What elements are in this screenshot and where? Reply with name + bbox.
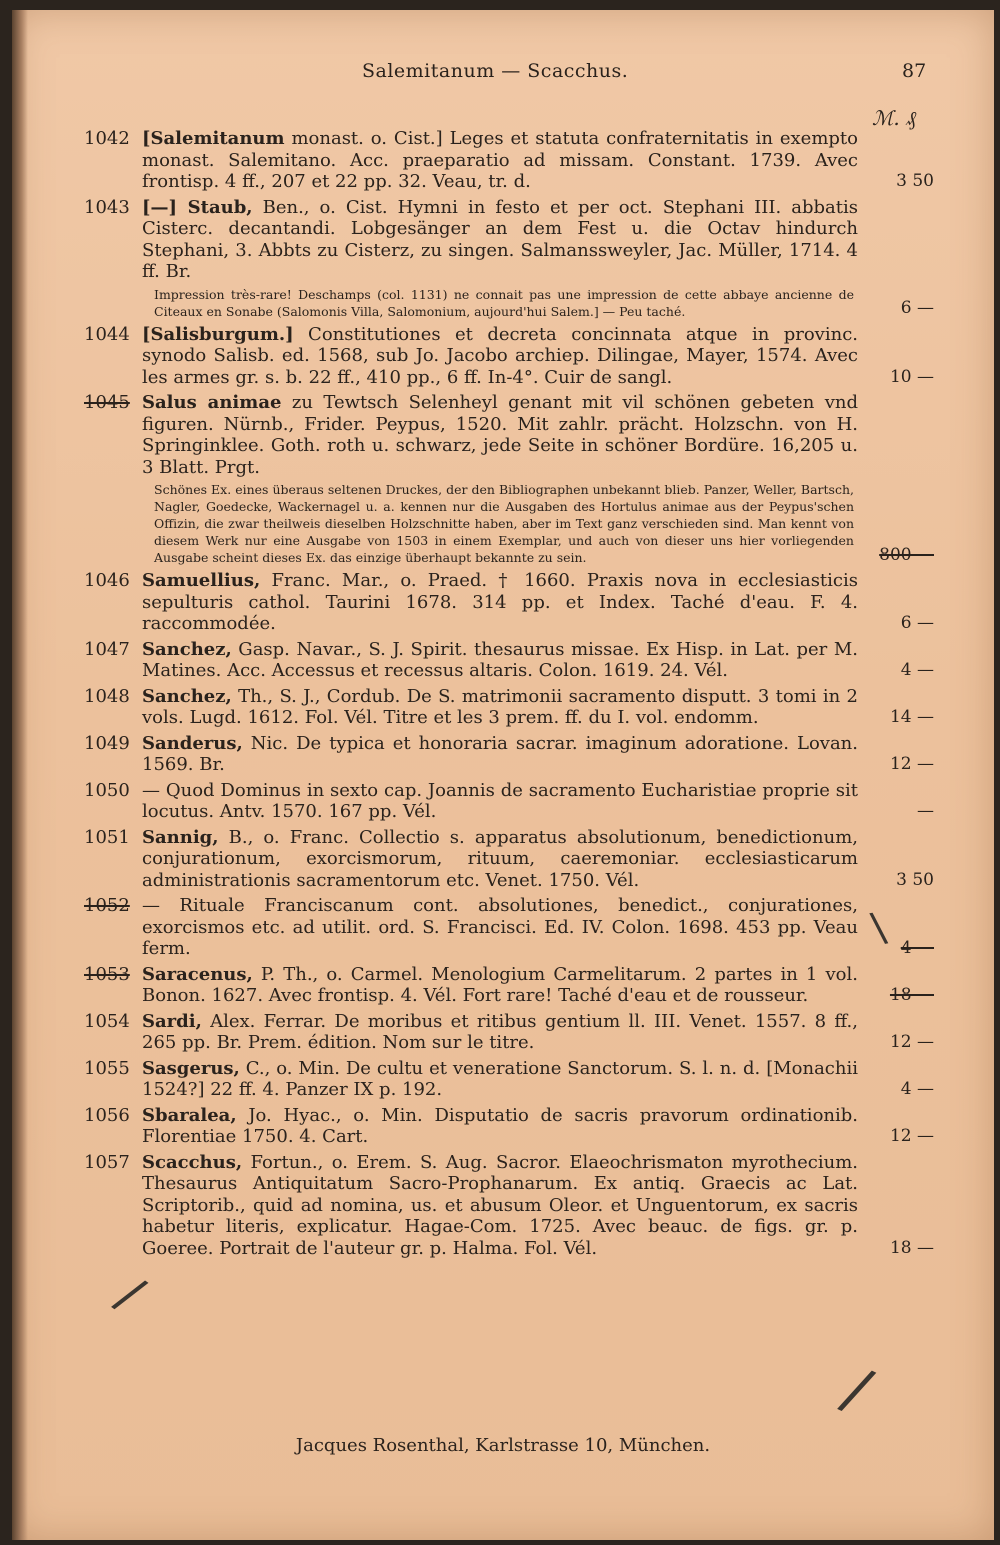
entry-author: Samuellius, <box>142 570 261 591</box>
entry-number: 1044 <box>84 323 130 345</box>
entry-price: 12 — <box>889 1126 934 1146</box>
entry-author: Sannig, <box>142 826 219 848</box>
pencil-slash-icon: / <box>106 1265 154 1323</box>
catalog-entry <box>12 895 994 960</box>
entry-author: [Salemitanum <box>142 128 285 149</box>
entry-note: Schönes Ex. eines überaus seltenen Druckes, der den Bibliographen unbekannt blieb. Panzer, Weller, Bartsch, Nagler, Goedecke, Wackernagel u. a. kennen nur die Ausgaben des Hortulus animae aus der Peypus'schen Offizin, die zwar theilweis dieselben Holzschnitte haben, aber im Text ganz verschieden sind. Man kennt von diesem Werk nur eine Ausgabe von 1503 in einem Exemplar, und auch von dieser uns hier vorliegenden Ausgabe scheint dieses Ex. das einzige überhaupt bekannte zu sein. <box>154 482 854 565</box>
entry-description: — Rituale Franciscanum cont. absolutiones, benedict., conjurationes, exorcismos etc. ad utilit. ord. S. Francisci. Ed. IV. Colon. 1698. 453 pp. Veau ferm. <box>142 895 858 959</box>
entry-author: [Salisburgum.] <box>142 323 294 345</box>
entry-number: 1050 <box>84 779 130 801</box>
entry-text <box>142 197 858 283</box>
entry-price: 10 — <box>889 366 934 387</box>
catalog-entry <box>12 686 994 729</box>
entry-number: 1045 <box>84 392 130 413</box>
pencil-slash-icon: / <box>833 1354 882 1426</box>
entry-text <box>142 686 858 729</box>
entry-description: Alex. Ferrar. De moribus et ritibus gentium ll. III. Venet. 1557. 8 ff., 265 pp. Br. Prem. édition. Nom sur le titre. <box>142 1010 858 1053</box>
entry-text <box>142 780 858 823</box>
entry-text <box>142 895 858 960</box>
entry-text <box>142 964 858 1007</box>
entry-author: [—] Staub, <box>142 196 253 218</box>
catalog-entry <box>12 324 994 389</box>
entry-price: 12 — <box>889 1032 934 1052</box>
catalog-entry <box>12 827 994 892</box>
entry-price: 3 50 <box>896 171 934 191</box>
entry-price: 3 50 <box>896 869 934 890</box>
entry-number: 1056 <box>84 1104 130 1126</box>
entry-text <box>142 827 858 892</box>
entry-price: 12 — <box>889 754 934 774</box>
entry-author: Sanchez, <box>142 638 232 660</box>
catalog-entry <box>12 1105 994 1148</box>
catalog-entry <box>12 639 994 682</box>
publisher-footer: Jacques Rosenthal, Karlstrasse 10, München. <box>295 1435 711 1456</box>
entry-number: 1043 <box>84 196 130 218</box>
catalog-entry <box>12 570 994 635</box>
entry-number: 1048 <box>84 685 130 707</box>
entry-author: Sasgerus, <box>142 1057 240 1079</box>
entry-price: — <box>917 801 934 821</box>
entry-description: — Quod Dominus in sexto cap. Joannis de sacramento Eucharistiae proprie sit locutus. Antv. 1570. 167 pp. Vél. <box>142 779 858 822</box>
entry-price: 4 — <box>900 1079 934 1099</box>
entry-description: Franc. Mar., o. Praed. † 1660. Praxis nova in ecclesiasticis sepulturis cathol. Taurini 1678. 314 pp. et Index. Taché d'eau. F. 4. raccommodée. <box>142 570 858 634</box>
entry-description: Th., S. J., Cordub. De S. matrimonii sacramento disputt. 3 tomi in 2 vols. Lugd. 1612. Fol. Vél. Titre et les 3 prem. ff. du I. vol. endomm. <box>142 685 858 728</box>
pencil-check-icon: \ <box>868 904 890 952</box>
running-head <box>12 60 994 90</box>
entry-text <box>142 324 858 389</box>
catalog-entry <box>12 1152 994 1260</box>
entry-text <box>142 1152 858 1260</box>
entry-text <box>142 1105 858 1148</box>
entry-description: P. Th., o. Carmel. Menologium Carmelitarum. 2 partes in 1 vol. Bonon. 1627. Avec frontisp. 4. Vél. Fort rare! Taché d'eau et de rousseur. <box>142 963 858 1006</box>
running-title: Salemitanum — Scacchus. <box>362 60 629 82</box>
entry-text <box>142 1058 858 1101</box>
entry-author: Saracenus, <box>142 963 253 985</box>
entry-price: 18 — <box>889 1237 934 1258</box>
entry-author: Sanchez, <box>142 685 232 707</box>
entry-description: Ben., o. Cist. Hymni in festo et per oct. Stephani III. abbatis Cisterc. decantandi. Lobgesänger an dem Fest u. die Octav hindurch Stephani, 3. Abbts zu Cisterz, zu singen. Salmanssweyler, Jac. Müller, 1714. 4 ff. Br. <box>142 196 858 282</box>
entry-author: Sbaralea, <box>142 1104 237 1126</box>
entry-description: Constitutiones et decreta concinnata atque in provinc. synodo Salisb. ed. 1568, sub Jo. Jacobo archiep. Dilingae, Mayer, 1574. Avec les armes gr. s. b. 22 ff., 410 pp., 6 ff. In-4°. Cuir de sangl. <box>142 323 858 388</box>
catalog-entry <box>12 197 994 320</box>
entry-number: 1046 <box>84 570 130 591</box>
entry-number: 1052 <box>84 895 130 916</box>
entry-number: 1047 <box>84 638 130 660</box>
entry-number: 1057 <box>84 1151 130 1173</box>
catalog-page <box>12 10 994 1540</box>
catalog-entry <box>12 733 994 776</box>
entry-text <box>142 392 858 478</box>
entry-author: Salus animae <box>142 392 282 413</box>
entry-price: 18 — <box>889 985 934 1005</box>
entry-author: Sanderus, <box>142 732 243 754</box>
page-number: 87 <box>902 60 927 82</box>
catalog-entry <box>12 392 994 566</box>
catalog-entry <box>12 780 994 823</box>
entry-description: Fortun., o. Erem. S. Aug. Sacror. Elaeochrismaton myrothecium. Thesaurus Antiquitatum Sacro-Prophanarum. Ex antiq. Graecis ac Lat. Scriptorib., quid ad nomina, us. et abusum Oleor. et Unguentorum, ex sacris habetur literis, explicatur. Hagae-Com. 1725. Avec beauc. de figs. gr. p. Goeree. Portrait de l'auteur gr. p. Halma. Fol. Vél. <box>142 1151 858 1259</box>
entry-description: monast. o. Cist.] Leges et statuta confraternitatis in exempto monast. Salemitano. Acc. praeparatio ad missam. Constant. 1739. Avec frontisp. 4 ff., 207 et 22 pp. 32. Veau, tr. d. <box>142 128 858 192</box>
catalog-entry <box>12 964 994 1007</box>
entry-description: Gasp. Navar., S. J. Spirit. thesaurus missae. Ex Hisp. in Lat. per M. Matines. Acc. Accessus et recessus altaris. Colon. 1619. 24. Vél. <box>142 638 858 681</box>
entry-description: B., o. Franc. Collectio s. apparatus absolutionum, benedictionum, conjurationum, exorcismorum, rituum, caeremoniar. ecclesiasticarum administrationis sacramentorum etc. Venet. 1750. Vél. <box>142 826 858 891</box>
catalog-entry <box>12 1011 994 1054</box>
entry-number: 1049 <box>84 732 130 754</box>
entry-text <box>142 733 858 776</box>
currency-heading: ℳ. ₰ <box>872 106 917 130</box>
entry-number: 1054 <box>84 1010 130 1032</box>
entry-description: C., o. Min. De cultu et veneratione Sanctorum. S. l. n. d. [Monachii 1524?] 22 ff. 4. Panzer IX p. 192. <box>142 1057 858 1100</box>
entry-text <box>142 128 858 193</box>
entry-number: 1042 <box>84 128 130 149</box>
entry-price: 4 — <box>900 938 934 958</box>
entry-price: 6 — <box>900 613 934 633</box>
entry-number: 1051 <box>84 826 130 848</box>
catalog-entries <box>12 128 994 1263</box>
entry-description: Nic. De typica et honoraria sacrar. imaginum adoratione. Lovan. 1569. Br. <box>142 732 858 775</box>
entry-author: Scacchus, <box>142 1151 243 1173</box>
entry-description: zu Tewtsch Selenheyl genant mit vil schönen gebeten vnd figuren. Nürnb., Frider. Peypus, 1520. Mit zahlr. prächt. Holzschn. von H. Springinklee. Goth. roth u. schwarz, jede Seite in schöner Bordüre. 16,205 u. 3 Blatt. Prgt. <box>142 392 858 478</box>
entry-price: 14 — <box>889 707 934 727</box>
entry-text <box>142 570 858 635</box>
entry-text <box>142 639 858 682</box>
entry-description: Jo. Hyac., o. Min. Disputatio de sacris pravorum ordinationib. Florentiae 1750. 4. Cart. <box>142 1104 858 1147</box>
entry-note: Impression très-rare! Deschamps (col. 1131) ne connait pas une impression de cette abbaye ancienne de Citeaux en Sonabe (Salomonis Villa, Salomonium, aujourd'hui Salem.] — Peu taché. <box>154 286 854 319</box>
entry-text <box>142 1011 858 1054</box>
entry-number: 1053 <box>84 963 130 985</box>
entry-price: 4 — <box>900 660 934 680</box>
entry-author: Sardi, <box>142 1010 202 1032</box>
entry-number: 1055 <box>84 1057 130 1079</box>
catalog-entry <box>12 128 994 193</box>
entry-price: 800 — <box>879 544 934 565</box>
entry-price: 6 — <box>900 298 934 318</box>
catalog-entry <box>12 1058 994 1101</box>
